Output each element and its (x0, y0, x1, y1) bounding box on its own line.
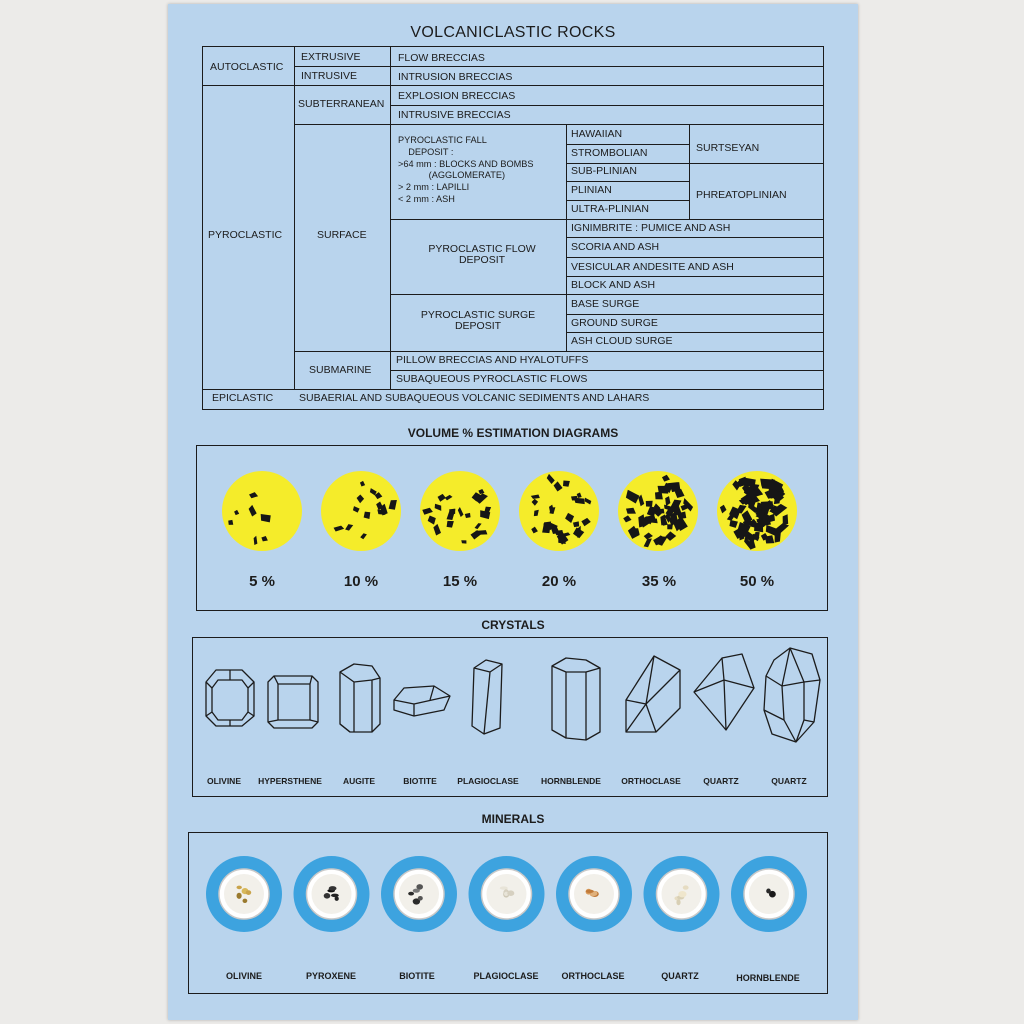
autoclastic-label: AUTOCLASTIC (210, 61, 284, 73)
mineral-grain (683, 885, 689, 889)
mineral-disk (312, 874, 352, 914)
ignimbrite-cell: IGNIMBRITE : PUMICE AND ASH (571, 222, 731, 234)
plinian-cell: PLINIAN (571, 184, 612, 196)
crystals-section-title: CRYSTALS (481, 618, 545, 632)
ultra-plinian-cell: ULTRA-PLINIAN (571, 203, 649, 215)
volume-label-15: 15 % (442, 573, 478, 590)
mineral-grain (413, 889, 420, 893)
vesicular-cell: VESICULAR ANDESITE AND ASH (571, 261, 734, 273)
crystal-label-quartz: QUARTZ (703, 776, 739, 786)
volume-label-50: 50 % (739, 573, 775, 590)
mineral-grain (408, 892, 414, 896)
mineral-grain (507, 890, 514, 896)
mineral-grain (243, 899, 248, 903)
mineral-grain (500, 886, 508, 889)
volume-section-title: VOLUME % ESTIMATION DIAGRAMS (407, 426, 619, 440)
mineral-grain (586, 890, 594, 893)
mineral-grain (676, 899, 680, 905)
mineral-disk (399, 874, 439, 914)
fall-deposit-cell: PYROCLASTIC FALL DEPOSIT : >64 mm : BLOCKS AND BOMBS (AGGLOMERATE) > 2 mm : LAPILLI < 2 mm : ASH (398, 135, 534, 204)
intrusive-label: INTRUSIVE (301, 70, 358, 82)
mineral-grain (237, 893, 242, 899)
mineral-label-olivine: OLIVINE (225, 971, 262, 981)
reference-card (168, 4, 858, 1020)
mineral-label-plagioclase: PLAGIOCLASE (473, 971, 539, 981)
intrusion-breccias-cell: INTRUSION BRECCIAS (398, 71, 513, 83)
crystal-label-quartz-2: QUARTZ (771, 776, 807, 786)
mineral-grain (766, 889, 771, 894)
crystal-label-olivine: OLIVINE (206, 776, 241, 786)
mineral-grain (331, 894, 339, 898)
subaqueous-flows-cell: SUBAQUEOUS PYROCLASTIC FLOWS (396, 373, 588, 385)
strombolian-cell: STROMBOLIAN (571, 147, 648, 159)
submarine-label: SUBMARINE (309, 364, 372, 376)
mineral-grain (246, 890, 251, 895)
mineral-label-orthoclase: ORTHOCLASE (561, 971, 625, 981)
ash-cloud-surge-cell: ASH CLOUD SURGE (571, 335, 673, 347)
flow-deposit-cell: PYROCLASTIC FLOW DEPOSIT (428, 243, 536, 266)
sub-plinian-cell: SUB-PLINIAN (571, 165, 637, 177)
extrusive-label: EXTRUSIVE (301, 51, 361, 63)
mineral-label-quartz: QUARTZ (661, 971, 699, 981)
scoria-cell: SCORIA AND ASH (571, 241, 660, 253)
subterranean-label: SUBTERRANEAN (298, 98, 385, 110)
page-title: VOLCANICLASTIC ROCKS (410, 24, 616, 41)
volume-label-20: 20 % (541, 573, 577, 590)
crystal-label-plagioclase: PLAGIOCLASE (457, 776, 519, 786)
intrusive-breccias-cell: INTRUSIVE BRECCIAS (398, 109, 511, 121)
volume-label-5: 5 % (249, 573, 275, 590)
ground-surge-cell: GROUND SURGE (571, 317, 658, 329)
flow-breccias-cell: FLOW BRECCIAS (398, 52, 485, 64)
crystal-label-augite: AUGITE (342, 776, 376, 786)
block-ash-cell: BLOCK AND ASH (571, 279, 656, 291)
surtseyan-cell: SURTSEYAN (696, 142, 760, 154)
base-surge-cell: BASE SURGE (571, 298, 640, 310)
epiclastic-description: SUBAERIAL AND SUBAQUEOUS VOLCANIC SEDIMENTS AND LAHARS (299, 392, 650, 404)
mineral-label-hornblende: HORNBLENDE (736, 973, 800, 983)
mineral-grain (324, 893, 331, 899)
crystal-label-hornblende: HORNBLENDE (541, 776, 601, 786)
volume-label-10: 10 % (343, 573, 379, 590)
pillow-breccias-cell: PILLOW BRECCIAS AND HYALOTUFFS (396, 354, 589, 366)
mineral-grain (329, 886, 337, 891)
mineral-label-pyroxene: PYROXENE (305, 971, 356, 981)
hawaiian-cell: HAWAIIAN (571, 128, 623, 140)
crystal-label-biotite: BIOTITE (403, 776, 437, 786)
phreatoplinian-cell: PHREATOPLINIAN (696, 189, 787, 201)
mineral-grain (418, 896, 423, 901)
mineral-label-biotite: BIOTITE (399, 971, 435, 981)
mineral-grain (678, 891, 686, 897)
explosion-breccias-cell: EXPLOSION BRECCIAS (398, 90, 516, 102)
crystal-label-hypersthene: HYPERSTHENE (258, 776, 322, 786)
minerals-section-title: MINERALS (481, 812, 545, 826)
mineral-disk (749, 874, 789, 914)
surge-deposit-cell: PYROCLASTIC SURGE DEPOSIT (420, 309, 536, 332)
pyroclastic-label: PYROCLASTIC (208, 229, 283, 241)
surface-label: SURFACE (317, 229, 367, 241)
mineral-grain (237, 886, 242, 890)
volume-label-35: 35 % (641, 573, 677, 590)
mineral-samples (168, 4, 858, 1020)
epiclastic-label: EPICLASTIC (212, 392, 274, 404)
crystal-label-orthoclase: ORTHOCLASE (621, 776, 681, 786)
